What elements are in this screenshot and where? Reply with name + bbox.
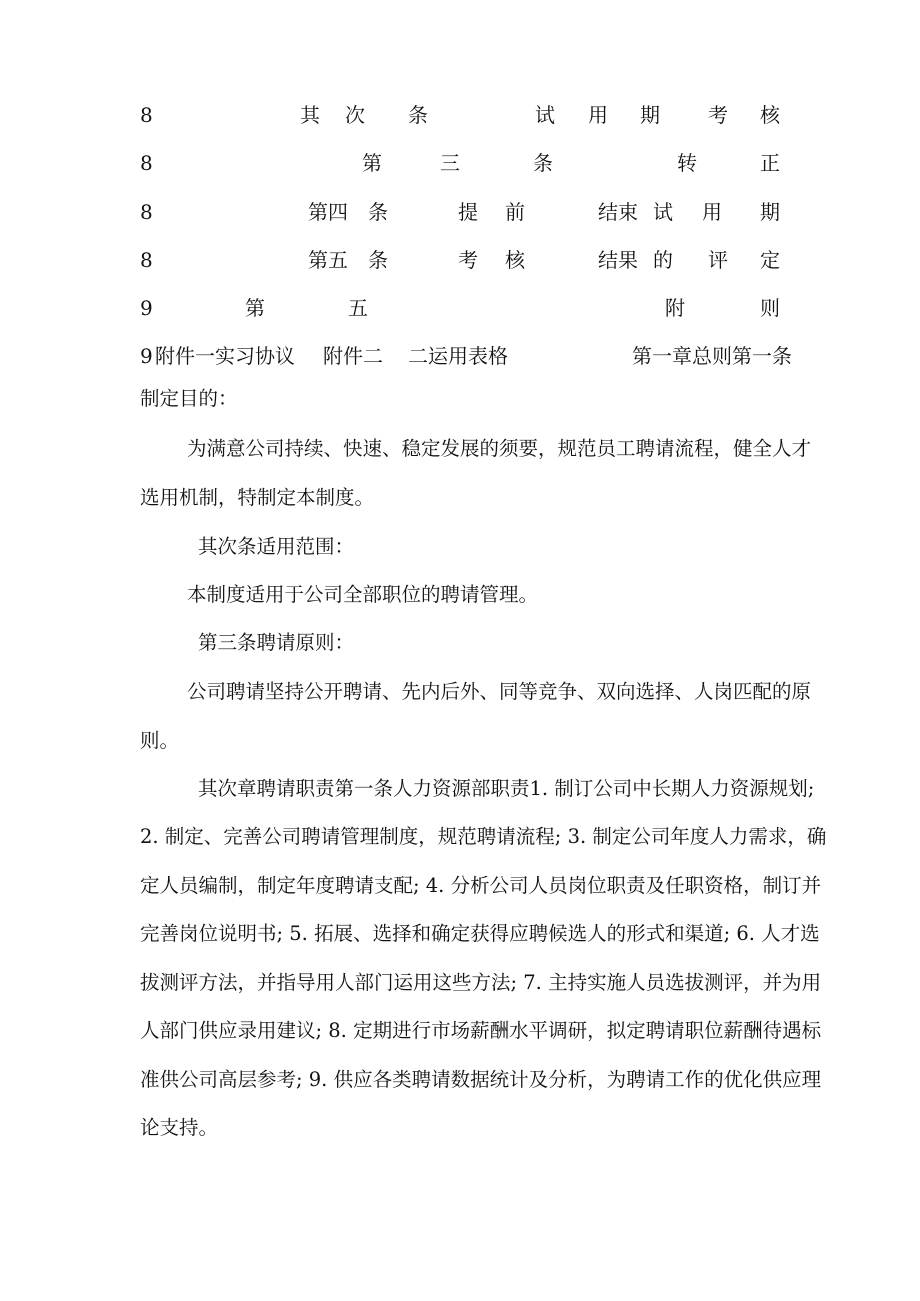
paragraph-line: 拔测评方法，并指导用人部门运用这些方法; 7. 主持实施人员选拔测评，并为用 <box>140 971 822 994</box>
toc-page-number: 8 <box>140 103 153 127</box>
toc-text: 期 <box>640 103 660 127</box>
toc-entry[interactable] <box>140 148 780 178</box>
section-heading: 第三条聘请原则： <box>198 631 355 654</box>
toc-text: 考 <box>708 103 728 127</box>
toc-text: 试 <box>653 200 673 224</box>
paragraph-line: 公司聘请坚持公开聘请、先内后外、同等竞争、双向选择、人岗匹配的原 <box>187 680 812 703</box>
paragraph-line: 定人员编制，制定年度聘请支配; 4. 分析公司人员岗位职责及任职资格，制订并 <box>140 874 822 897</box>
paragraph-line: 为满意公司持续、快速、稳定发展的须要，规范员工聘请流程，健全人才 <box>187 437 812 460</box>
toc-text: 试 <box>535 103 555 127</box>
toc-page-number: 9 <box>140 296 153 320</box>
toc-text: 结果 <box>598 248 638 272</box>
toc-text: 五 <box>348 296 368 320</box>
toc-text: 前 <box>505 200 525 224</box>
toc-text: 第五 <box>308 248 348 272</box>
toc-text: 第 <box>362 151 382 175</box>
toc-text: 核 <box>505 248 525 272</box>
paragraph-line: 制定目的： <box>140 387 238 410</box>
toc-page-number: 9 <box>140 344 153 368</box>
toc-page-number: 8 <box>140 248 153 272</box>
toc-page-number: 8 <box>140 151 153 175</box>
toc-text: 附件二 <box>323 344 383 368</box>
toc-text: 第四 <box>308 200 348 224</box>
toc-text: 附 <box>665 296 685 320</box>
paragraph-line: 人部门供应录用建议; 8. 定期进行市场薪酬水平调研，拟定聘请职位薪酬待遇标 <box>140 1019 822 1042</box>
toc-entry[interactable] <box>140 100 780 130</box>
toc-text: 提 <box>458 200 478 224</box>
toc-text: 期 <box>760 200 780 224</box>
toc-text: 其 <box>300 103 320 127</box>
section-heading: 其次条适用范围： <box>198 535 355 558</box>
toc-text: 条 <box>368 248 388 272</box>
toc-text: 核 <box>760 103 780 127</box>
toc-entry[interactable] <box>140 197 780 227</box>
toc-entry[interactable] <box>140 245 780 275</box>
paragraph-line: 其次章聘请职责第一条人力资源部职责1. 制订公司中长期人力资源规划; <box>198 777 815 800</box>
toc-text: 则 <box>760 296 780 320</box>
toc-text: 附件一实习协议 <box>155 344 295 368</box>
paragraph-line: 则。 <box>140 729 180 752</box>
toc-entry[interactable] <box>140 341 792 371</box>
toc-entry[interactable] <box>140 293 780 323</box>
paragraph-line: 选用机制，特制定本制度。 <box>140 486 375 509</box>
toc-text: 条 <box>368 200 388 224</box>
toc-text: 三 <box>440 151 460 175</box>
paragraph-line: 本制度适用于公司全部职位的聘请管理。 <box>187 583 539 606</box>
toc-text: 考 <box>458 248 478 272</box>
toc-text: 转 <box>677 151 697 175</box>
toc-text: 结束 <box>598 200 638 224</box>
toc-text: 次 <box>345 103 365 127</box>
toc-text: 条 <box>533 151 553 175</box>
toc-text: 定 <box>760 248 780 272</box>
toc-text: 第 <box>245 296 265 320</box>
toc-text: 正 <box>760 151 780 175</box>
paragraph-line: 完善岗位说明书; 5. 拓展、选择和确定获得应聘候选人的形式和渠道; 6. 人才选 <box>140 922 820 945</box>
toc-text: 条 <box>408 103 428 127</box>
toc-text: 评 <box>708 248 728 272</box>
paragraph-line: 2. 制定、完善公司聘请管理制度，规范聘请流程; 3. 制定公司年度人力需求，确 <box>140 825 827 848</box>
toc-text: 用 <box>588 103 608 127</box>
toc-text: 的 <box>653 248 673 272</box>
toc-text: 二运用表格 <box>408 344 508 368</box>
paragraph-line: 论支持。 <box>140 1116 219 1139</box>
toc-text: 用 <box>702 200 722 224</box>
toc-page-number: 8 <box>140 200 153 224</box>
paragraph-line: 准供公司高层参考; 9. 供应各类聘请数据统计及分析，为聘请工作的优化供应理 <box>140 1068 822 1091</box>
toc-text: 第一章总则第一条 <box>632 344 792 368</box>
